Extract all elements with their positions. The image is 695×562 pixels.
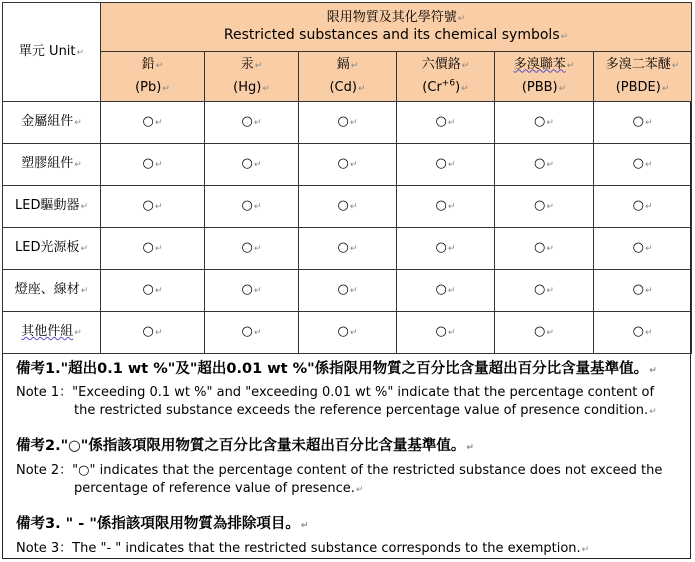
row-label-cell bbox=[3, 102, 101, 144]
substance-symbol: (PBDE) bbox=[615, 79, 661, 95]
table-row bbox=[3, 102, 692, 144]
table-cell bbox=[299, 102, 397, 144]
table-cell bbox=[495, 270, 594, 312]
substance-name: 鉛 bbox=[141, 56, 155, 72]
table-cell bbox=[397, 186, 495, 228]
paragraph-mark-icon: ↵ bbox=[461, 60, 470, 71]
compliance-mark: ○ bbox=[241, 282, 253, 297]
table-cell bbox=[101, 312, 205, 354]
paragraph-mark-icon: ↵ bbox=[253, 328, 262, 338]
note-1-en bbox=[2, 384, 691, 421]
table-cell bbox=[101, 228, 205, 270]
compliance-mark: ○ bbox=[632, 114, 644, 129]
note-3-en-line1: Note 3：The "- " indicates that the restricted substance corresponds to the exemption. bbox=[16, 541, 581, 556]
compliance-mark: ○ bbox=[435, 324, 447, 339]
paragraph-mark-icon: ↵ bbox=[566, 60, 575, 71]
row-label-cell bbox=[3, 312, 101, 354]
paragraph-mark-icon: ↵ bbox=[154, 286, 163, 296]
table-cell bbox=[594, 144, 692, 186]
table-cell bbox=[299, 228, 397, 270]
unit-header-cell bbox=[3, 3, 101, 102]
paragraph-mark-icon: ↵ bbox=[253, 286, 262, 296]
compliance-mark: ○ bbox=[142, 198, 154, 213]
paragraph-mark-icon: ↵ bbox=[349, 160, 358, 170]
row-label: 其他件組 bbox=[21, 324, 74, 339]
paragraph-mark-icon: ↵ bbox=[447, 202, 456, 212]
compliance-mark: ○ bbox=[534, 198, 546, 213]
substance-symbol: (Hg) bbox=[233, 79, 262, 95]
compliance-mark: ○ bbox=[337, 240, 349, 255]
compliance-mark: ○ bbox=[435, 198, 447, 213]
paragraph-mark-icon: ↵ bbox=[154, 202, 163, 212]
group-title-en: Restricted substances and its chemical symbols bbox=[223, 26, 560, 43]
compliance-mark: ○ bbox=[632, 240, 644, 255]
note-2-en bbox=[2, 462, 691, 499]
paragraph-mark-icon: ↵ bbox=[357, 83, 366, 94]
substance-symbol-superscript: +6 bbox=[441, 78, 456, 89]
paragraph-mark-icon: ↵ bbox=[661, 83, 670, 94]
compliance-mark: ○ bbox=[337, 156, 349, 171]
table-cell bbox=[299, 312, 397, 354]
substance-header-hg bbox=[205, 52, 299, 102]
table-cell bbox=[101, 186, 205, 228]
table-row bbox=[3, 144, 692, 186]
substance-symbol: (PBB) bbox=[521, 79, 558, 95]
paragraph-mark-icon: ↵ bbox=[76, 47, 85, 58]
compliance-mark: ○ bbox=[632, 198, 644, 213]
paragraph-mark-icon: ↵ bbox=[461, 83, 469, 94]
table-row bbox=[3, 186, 692, 228]
compliance-mark: ○ bbox=[142, 114, 154, 129]
paragraph-mark-icon: ↵ bbox=[649, 366, 657, 376]
table-cell bbox=[397, 270, 495, 312]
paragraph-mark-icon: ↵ bbox=[546, 202, 554, 212]
paragraph-mark-icon: ↵ bbox=[546, 160, 554, 170]
substance-name: 六價鉻 bbox=[421, 56, 461, 72]
compliance-mark: ○ bbox=[241, 156, 253, 171]
paragraph-mark-icon: ↵ bbox=[253, 118, 262, 128]
substance-header-pbde bbox=[594, 52, 692, 102]
table-cell bbox=[397, 144, 495, 186]
paragraph-mark-icon: ↵ bbox=[649, 407, 657, 417]
note-3-en bbox=[2, 540, 691, 559]
note-2-en-line2: percentage of reference value of presence. bbox=[74, 481, 355, 496]
compliance-mark: ○ bbox=[632, 324, 644, 339]
compliance-mark: ○ bbox=[435, 156, 447, 171]
paragraph-mark-icon: ↵ bbox=[644, 118, 653, 128]
compliance-mark: ○ bbox=[534, 282, 546, 297]
table-cell bbox=[594, 312, 692, 354]
paragraph-mark-icon: ↵ bbox=[581, 545, 590, 555]
compliance-mark: ○ bbox=[337, 114, 349, 129]
row-label-cell bbox=[3, 228, 101, 270]
substance-name: 多溴二苯醚 bbox=[605, 56, 671, 72]
table-cell bbox=[495, 102, 594, 144]
compliance-mark: ○ bbox=[337, 324, 349, 339]
table-body bbox=[3, 102, 692, 354]
table-cell bbox=[205, 228, 299, 270]
paragraph-mark-icon: ↵ bbox=[74, 160, 82, 170]
paragraph-mark-icon: ↵ bbox=[447, 160, 456, 170]
paragraph-mark-icon: ↵ bbox=[253, 160, 262, 170]
row-label: 塑膠組件 bbox=[21, 156, 74, 171]
row-label-cell bbox=[3, 186, 101, 228]
note-2-zh bbox=[2, 437, 691, 458]
paragraph-mark-icon: ↵ bbox=[349, 244, 358, 254]
substance-header-cd bbox=[299, 52, 397, 102]
paragraph-mark-icon: ↵ bbox=[457, 13, 466, 24]
substance-symbol: (Cd) bbox=[329, 79, 357, 95]
row-label-cell bbox=[3, 144, 101, 186]
substance-name: 多溴聯苯 bbox=[513, 56, 566, 72]
substance-name: 鎘 bbox=[336, 56, 350, 72]
table-cell bbox=[397, 312, 495, 354]
paragraph-mark-icon: ↵ bbox=[162, 83, 170, 94]
row-label: LED光源板 bbox=[14, 240, 80, 255]
paragraph-mark-icon: ↵ bbox=[447, 286, 456, 296]
row-label: LED驅動器 bbox=[14, 198, 80, 213]
paragraph-mark-icon: ↵ bbox=[80, 286, 89, 296]
unit-header: 單元 Unit bbox=[18, 43, 76, 59]
paragraph-mark-icon: ↵ bbox=[466, 443, 474, 453]
paragraph-mark-icon: ↵ bbox=[546, 118, 554, 128]
table-cell bbox=[299, 144, 397, 186]
compliance-mark: ○ bbox=[241, 198, 253, 213]
note-3-zh bbox=[2, 515, 691, 536]
compliance-mark: ○ bbox=[632, 156, 644, 171]
note-3-zh-text: 備考3. " - "係指該項限用物質為排除項目。 bbox=[16, 516, 300, 532]
paragraph-mark-icon: ↵ bbox=[560, 31, 569, 42]
paragraph-mark-icon: ↵ bbox=[154, 328, 163, 338]
note-1-en-line2: the restricted substance exceeds the reference percentage value of presence condition. bbox=[74, 403, 649, 418]
table-cell bbox=[205, 144, 299, 186]
table-cell bbox=[299, 270, 397, 312]
table-cell bbox=[101, 102, 205, 144]
compliance-mark: ○ bbox=[337, 282, 349, 297]
paragraph-mark-icon: ↵ bbox=[253, 244, 262, 254]
paragraph-mark-icon: ↵ bbox=[546, 328, 554, 338]
compliance-mark: ○ bbox=[534, 114, 546, 129]
paragraph-mark-icon: ↵ bbox=[80, 202, 88, 212]
notes-section bbox=[2, 352, 691, 559]
substance-header-pbb bbox=[495, 52, 594, 102]
paragraph-mark-icon: ↵ bbox=[644, 160, 653, 170]
table-cell bbox=[495, 144, 594, 186]
substance-header-cr6 bbox=[397, 52, 495, 102]
paragraph-mark-icon: ↵ bbox=[349, 118, 358, 128]
paragraph-mark-icon: ↵ bbox=[558, 83, 567, 94]
paragraph-mark-icon: ↵ bbox=[644, 286, 653, 296]
table-cell bbox=[101, 270, 205, 312]
paragraph-mark-icon: ↵ bbox=[80, 244, 88, 254]
paragraph-mark-icon: ↵ bbox=[154, 160, 163, 170]
compliance-mark: ○ bbox=[142, 156, 154, 171]
paragraph-mark-icon: ↵ bbox=[546, 244, 554, 254]
paragraph-mark-icon: ↵ bbox=[644, 202, 653, 212]
table-row bbox=[3, 270, 692, 312]
paragraph-mark-icon: ↵ bbox=[74, 118, 82, 128]
table-row bbox=[3, 312, 692, 354]
compliance-mark: ○ bbox=[241, 114, 253, 129]
paragraph-mark-icon: ↵ bbox=[154, 244, 163, 254]
substance-symbol-end: ) bbox=[455, 79, 461, 95]
table-cell bbox=[594, 228, 692, 270]
table-cell bbox=[205, 102, 299, 144]
paragraph-mark-icon: ↵ bbox=[644, 328, 653, 338]
compliance-mark: ○ bbox=[632, 282, 644, 297]
compliance-mark: ○ bbox=[142, 324, 154, 339]
compliance-mark: ○ bbox=[435, 114, 447, 129]
note-1-zh bbox=[2, 360, 691, 381]
paragraph-mark-icon: ↵ bbox=[447, 328, 456, 338]
table-cell bbox=[495, 312, 594, 354]
row-label-cell bbox=[3, 270, 101, 312]
note-2-zh-text: 備考2."○"係指該項限用物質之百分比含量未超出百分比含量基準值。 bbox=[16, 438, 466, 454]
paragraph-mark-icon: ↵ bbox=[74, 328, 82, 338]
substance-name: 汞 bbox=[240, 56, 254, 72]
table-cell bbox=[495, 228, 594, 270]
compliance-mark: ○ bbox=[337, 198, 349, 213]
compliance-mark: ○ bbox=[241, 324, 253, 339]
compliance-mark: ○ bbox=[142, 282, 154, 297]
paragraph-mark-icon: ↵ bbox=[262, 83, 270, 94]
compliance-mark: ○ bbox=[534, 156, 546, 171]
note-2-en-line1: Note 2："○" indicates that the percentage content of the restricted substance does not exceed the bbox=[16, 463, 663, 478]
note-1-zh-text: 備考1."超出0.1 wt %"及"超出0.01 wt %"係指限用物質之百分比含量超出百分比含量基準值。 bbox=[16, 361, 649, 377]
compliance-mark: ○ bbox=[534, 324, 546, 339]
compliance-mark: ○ bbox=[241, 240, 253, 255]
table-cell bbox=[594, 186, 692, 228]
substance-symbol: (Cr bbox=[422, 79, 442, 95]
table-cell bbox=[594, 102, 692, 144]
table-cell bbox=[397, 228, 495, 270]
table-cell bbox=[397, 102, 495, 144]
table-row bbox=[3, 228, 692, 270]
table-cell bbox=[205, 312, 299, 354]
paragraph-mark-icon: ↵ bbox=[447, 118, 456, 128]
table-cell bbox=[495, 186, 594, 228]
paragraph-mark-icon: ↵ bbox=[349, 286, 358, 296]
paragraph-mark-icon: ↵ bbox=[546, 286, 554, 296]
compliance-mark: ○ bbox=[534, 240, 546, 255]
table-cell bbox=[205, 186, 299, 228]
row-label: 金屬組件 bbox=[21, 114, 74, 129]
table-cell bbox=[101, 144, 205, 186]
substances-group-header bbox=[101, 3, 692, 52]
table-cell bbox=[299, 186, 397, 228]
paragraph-mark-icon: ↵ bbox=[155, 60, 164, 71]
paragraph-mark-icon: ↵ bbox=[671, 60, 680, 71]
substance-header-pb bbox=[101, 52, 205, 102]
table-cell bbox=[594, 270, 692, 312]
paragraph-mark-icon: ↵ bbox=[254, 60, 263, 71]
paragraph-mark-icon: ↵ bbox=[300, 521, 309, 531]
rohs-table bbox=[2, 2, 692, 354]
group-title-zh: 限用物質及其化學符號 bbox=[326, 9, 457, 25]
paragraph-mark-icon: ↵ bbox=[355, 485, 364, 495]
compliance-mark: ○ bbox=[435, 240, 447, 255]
substance-symbol: (Pb) bbox=[135, 79, 162, 95]
compliance-mark: ○ bbox=[435, 282, 447, 297]
paragraph-mark-icon: ↵ bbox=[644, 244, 653, 254]
note-1-en-line1: Note 1："Exceeding 0.1 wt %" and "exceeding 0.01 wt %" indicate that the percentage content of bbox=[16, 385, 655, 400]
paragraph-mark-icon: ↵ bbox=[349, 328, 358, 338]
table-cell bbox=[205, 270, 299, 312]
paragraph-mark-icon: ↵ bbox=[350, 60, 359, 71]
paragraph-mark-icon: ↵ bbox=[154, 118, 163, 128]
compliance-mark: ○ bbox=[142, 240, 154, 255]
paragraph-mark-icon: ↵ bbox=[447, 244, 456, 254]
paragraph-mark-icon: ↵ bbox=[349, 202, 358, 212]
paragraph-mark-icon: ↵ bbox=[253, 202, 262, 212]
row-label: 燈座、線材 bbox=[14, 282, 80, 297]
